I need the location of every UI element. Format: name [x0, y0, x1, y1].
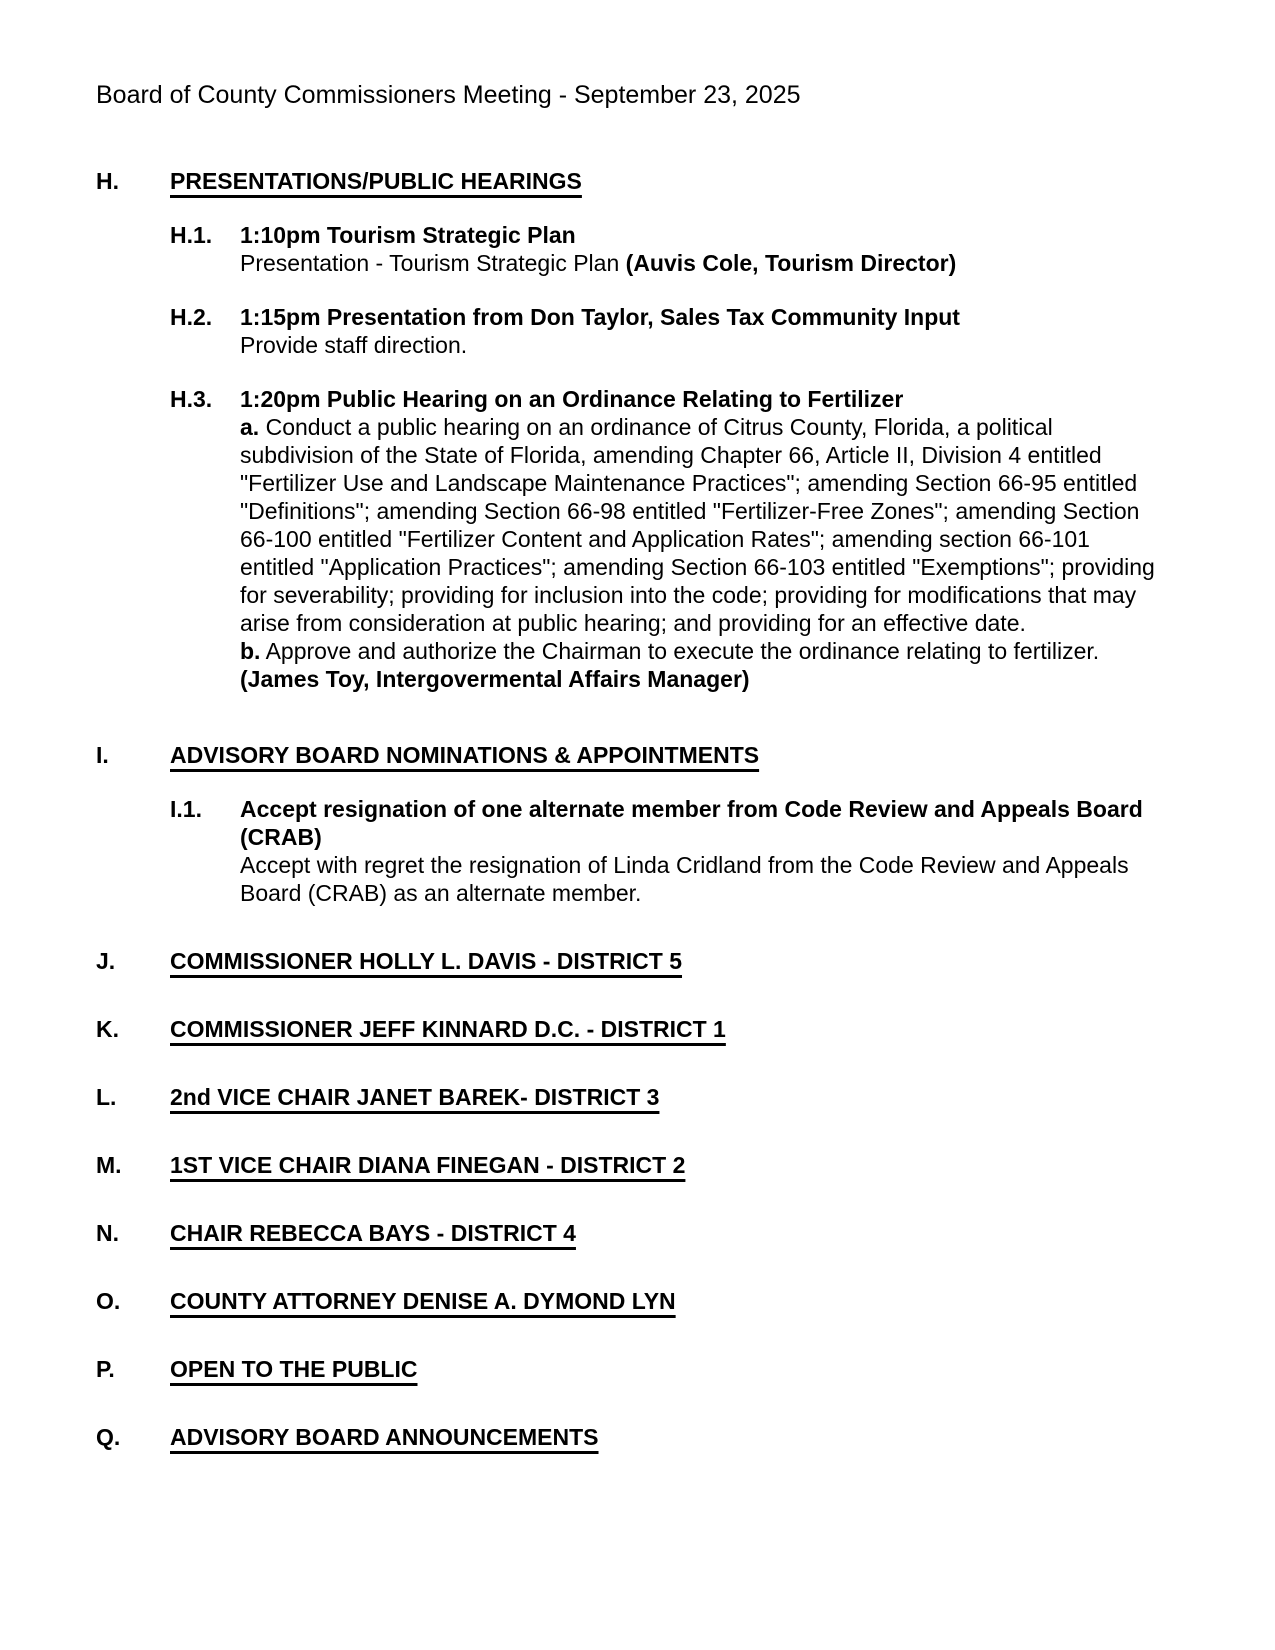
section-letter: N. [96, 1220, 119, 1246]
section-heading [96, 167, 1156, 195]
section-2nd-vice-chair-barek [96, 1083, 1156, 1111]
section-letter: Q. [96, 1424, 121, 1450]
section-title: COMMISSIONER HOLLY L. DAVIS - DISTRICT 5 [170, 948, 683, 974]
agenda-item-number: H.3. [170, 386, 213, 412]
agenda-item-number: H.1. [170, 222, 213, 248]
section-heading [96, 1219, 1156, 1247]
section-letter: O. [96, 1288, 121, 1314]
section-heading [96, 947, 1156, 975]
paragraph-text: Conduct a public hearing on an ordinance of Citrus County, Florida, a political subdivision of the State of Florida, amending Chapter 66, Article II, Division 4 entitled "Fertilizer Use and Landscape Maintenance Practices"; amending Section 66-95 entitled "Definitions"; amending Section 66-98 entitled "Fertilizer-Free Zones"; amending Section 66-100 entitled "Fertilizer Content and Application Rates"; amending section 66-101 entitled "Application Practices"; amending Section 66-103 entitled "Exemptions"; providing for severability; providing for inclusion into the code; providing for modifications that may arise from consideration at public hearing; and providing for an effective date. [240, 414, 1155, 636]
description-text: Presentation - Tourism Strategic Plan [240, 250, 626, 276]
section-letter: L. [96, 1084, 117, 1110]
agenda-item-description: Accept with regret the resignation of Linda Cridland from the Code Review and Appeals Board (CRAB) as an alternate member. [240, 852, 1129, 906]
section-heading [96, 741, 1156, 769]
agenda-item-i1 [170, 795, 1156, 907]
section-title: COMMISSIONER JEFF KINNARD D.C. - DISTRICT 1 [170, 1016, 726, 1042]
meeting-title: Board of County Commissioners Meeting - September 23, 2025 [96, 81, 801, 109]
presenter-name: (James Toy, Intergovermental Affairs Manager) [240, 666, 750, 692]
section-chair-bays [96, 1219, 1156, 1247]
section-title: ADVISORY BOARD ANNOUNCEMENTS [170, 1424, 599, 1450]
agenda-item-number: H.2. [170, 304, 213, 330]
section-heading [96, 1287, 1156, 1315]
section-advisory-board-announcements [96, 1423, 1156, 1451]
section-letter: K. [96, 1016, 119, 1042]
section-letter: I. [96, 742, 109, 768]
section-letter: J. [96, 948, 116, 974]
section-open-to-the-public [96, 1355, 1156, 1383]
section-letter: M. [96, 1152, 122, 1178]
section-letter: P. [96, 1356, 115, 1382]
agenda-item-paragraph-b [240, 637, 1156, 693]
section-heading [96, 1015, 1156, 1043]
agenda-item-paragraph-a [240, 413, 1156, 637]
paragraph-label: b. [240, 638, 261, 664]
section-letter: H. [96, 168, 119, 194]
agenda-item-title: 1:20pm Public Hearing on an Ordinance Relating to Fertilizer [240, 386, 904, 412]
section-title: 2nd VICE CHAIR JANET BAREK- DISTRICT 3 [170, 1084, 660, 1110]
section-commissioner-davis [96, 947, 1156, 975]
section-heading [96, 1355, 1156, 1383]
agenda-item-content [240, 385, 1156, 693]
section-title: OPEN TO THE PUBLIC [170, 1356, 418, 1382]
agenda-item-title: 1:10pm Tourism Strategic Plan [240, 222, 576, 248]
agenda-item-h1 [170, 221, 1156, 277]
section-title: CHAIR REBECCA BAYS - DISTRICT 4 [170, 1220, 576, 1246]
section-heading [96, 1083, 1156, 1111]
agenda-item-h2 [170, 303, 1156, 359]
section-heading [96, 1151, 1156, 1179]
agenda-item-content [240, 303, 1156, 359]
section-1st-vice-chair-finegan [96, 1151, 1156, 1179]
section-title: PRESENTATIONS/PUBLIC HEARINGS [170, 168, 582, 194]
agenda-item-content [240, 795, 1156, 907]
agenda-item-description: Provide staff direction. [240, 332, 468, 358]
section-title: COUNTY ATTORNEY DENISE A. DYMOND LYN [170, 1288, 676, 1314]
agenda-item-title: Accept resignation of one alternate member from Code Review and Appeals Board (CRAB) [240, 796, 1143, 850]
section-commissioner-kinnard [96, 1015, 1156, 1043]
paragraph-label: a. [240, 414, 260, 440]
agenda-item-title: 1:15pm Presentation from Don Taylor, Sales Tax Community Input [240, 304, 960, 330]
section-title: ADVISORY BOARD NOMINATIONS & APPOINTMENTS [170, 742, 760, 768]
section-county-attorney [96, 1287, 1156, 1315]
agenda-item-content [240, 221, 1156, 277]
section-presentations-public-hearings [96, 167, 1156, 693]
section-advisory-board-nominations [96, 741, 1156, 907]
agenda-item-number: I.1. [170, 796, 202, 822]
presenter-name: (Auvis Cole, Tourism Director) [625, 250, 957, 276]
section-heading [96, 1423, 1156, 1451]
agenda-item-description [240, 249, 1156, 277]
section-title: 1ST VICE CHAIR DIANA FINEGAN - DISTRICT 2 [170, 1152, 686, 1178]
paragraph-text: Approve and authorize the Chairman to execute the ordinance relating to fertilizer. [260, 638, 1100, 664]
agenda-item-h3 [170, 385, 1156, 693]
